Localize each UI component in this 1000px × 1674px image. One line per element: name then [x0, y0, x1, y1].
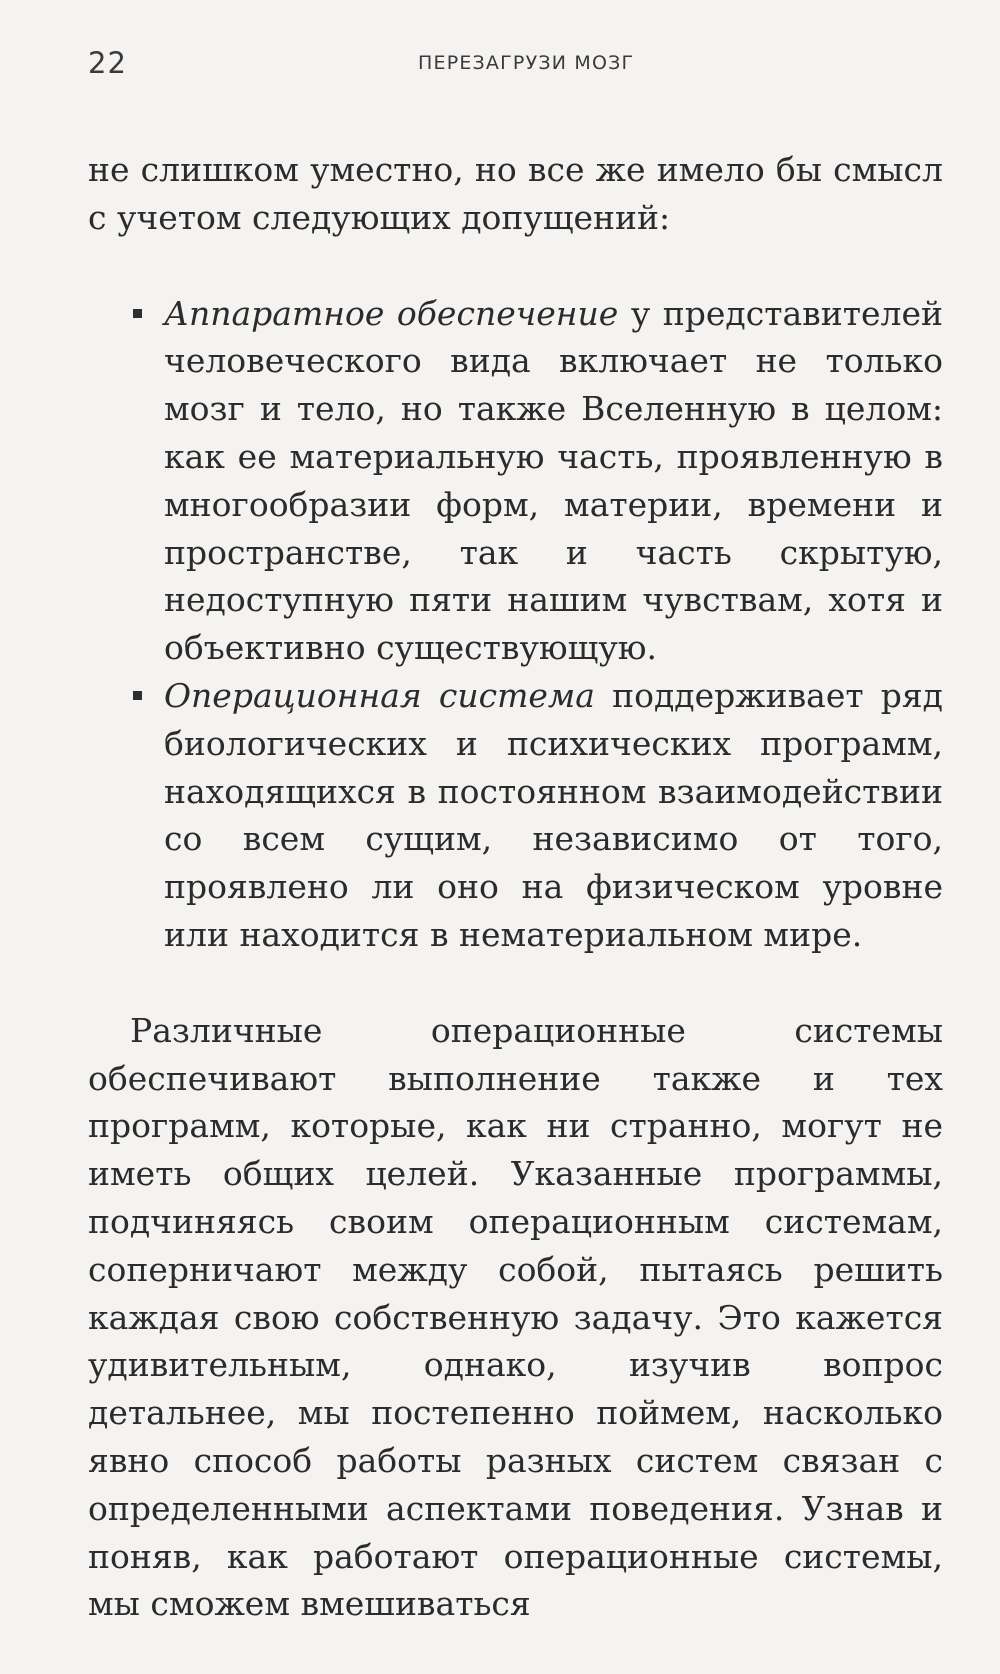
page-number: 22 [88, 46, 127, 80]
assumptions-list [88, 290, 943, 959]
closing-paragraph: Различные операционные системы обеспечивают выполнение также и тех программ, которые, как ни странно, могут не иметь общих целей. Указанные программы, подчиняясь своим операционным системам, соперничают между собой, пытаясь решить каждая свою собственную задачу. Это кажется удивительным, однако, изучив вопрос детальнее, мы постепенно поймем, насколько явно способ работы разных систем связан с определенными аспектами поведения. Узнав и поняв, как работают операционные системы, мы сможем вмешиваться [88, 1010, 943, 1624]
list-item-term: Аппаратное обеспечение [164, 293, 619, 333]
list-item-text: у представителей человеческого вида включает не только мозг и тело, но также Вселенную в целом: как ее материальную часть, проявленную в многообразии форм, материи, времени и пространстве, так и часть скрытую, недоступную пяти нашим чувствам, хотя и объективно существующую. [164, 293, 943, 668]
list-item [164, 290, 943, 672]
list-item-term: Операционная система [164, 675, 595, 715]
book-title: ПЕРЕЗАГРУЗИ МОЗГ [418, 52, 635, 74]
square-bullet-icon [133, 691, 142, 700]
intro-paragraph: не слишком уместно, но все же имело бы смысл с учетом следующих допущений: [88, 150, 943, 237]
list-item [164, 672, 943, 959]
square-bullet-icon [133, 309, 142, 318]
body-text [88, 146, 943, 1628]
running-header [88, 46, 928, 86]
list-item-text: поддерживает ряд биологических и психических программ, находящихся в постоянном взаимодействии со всем сущим, независимо от того, проявлено ли оно на физическом уровне или находится в нематериальном мире. [164, 675, 943, 954]
